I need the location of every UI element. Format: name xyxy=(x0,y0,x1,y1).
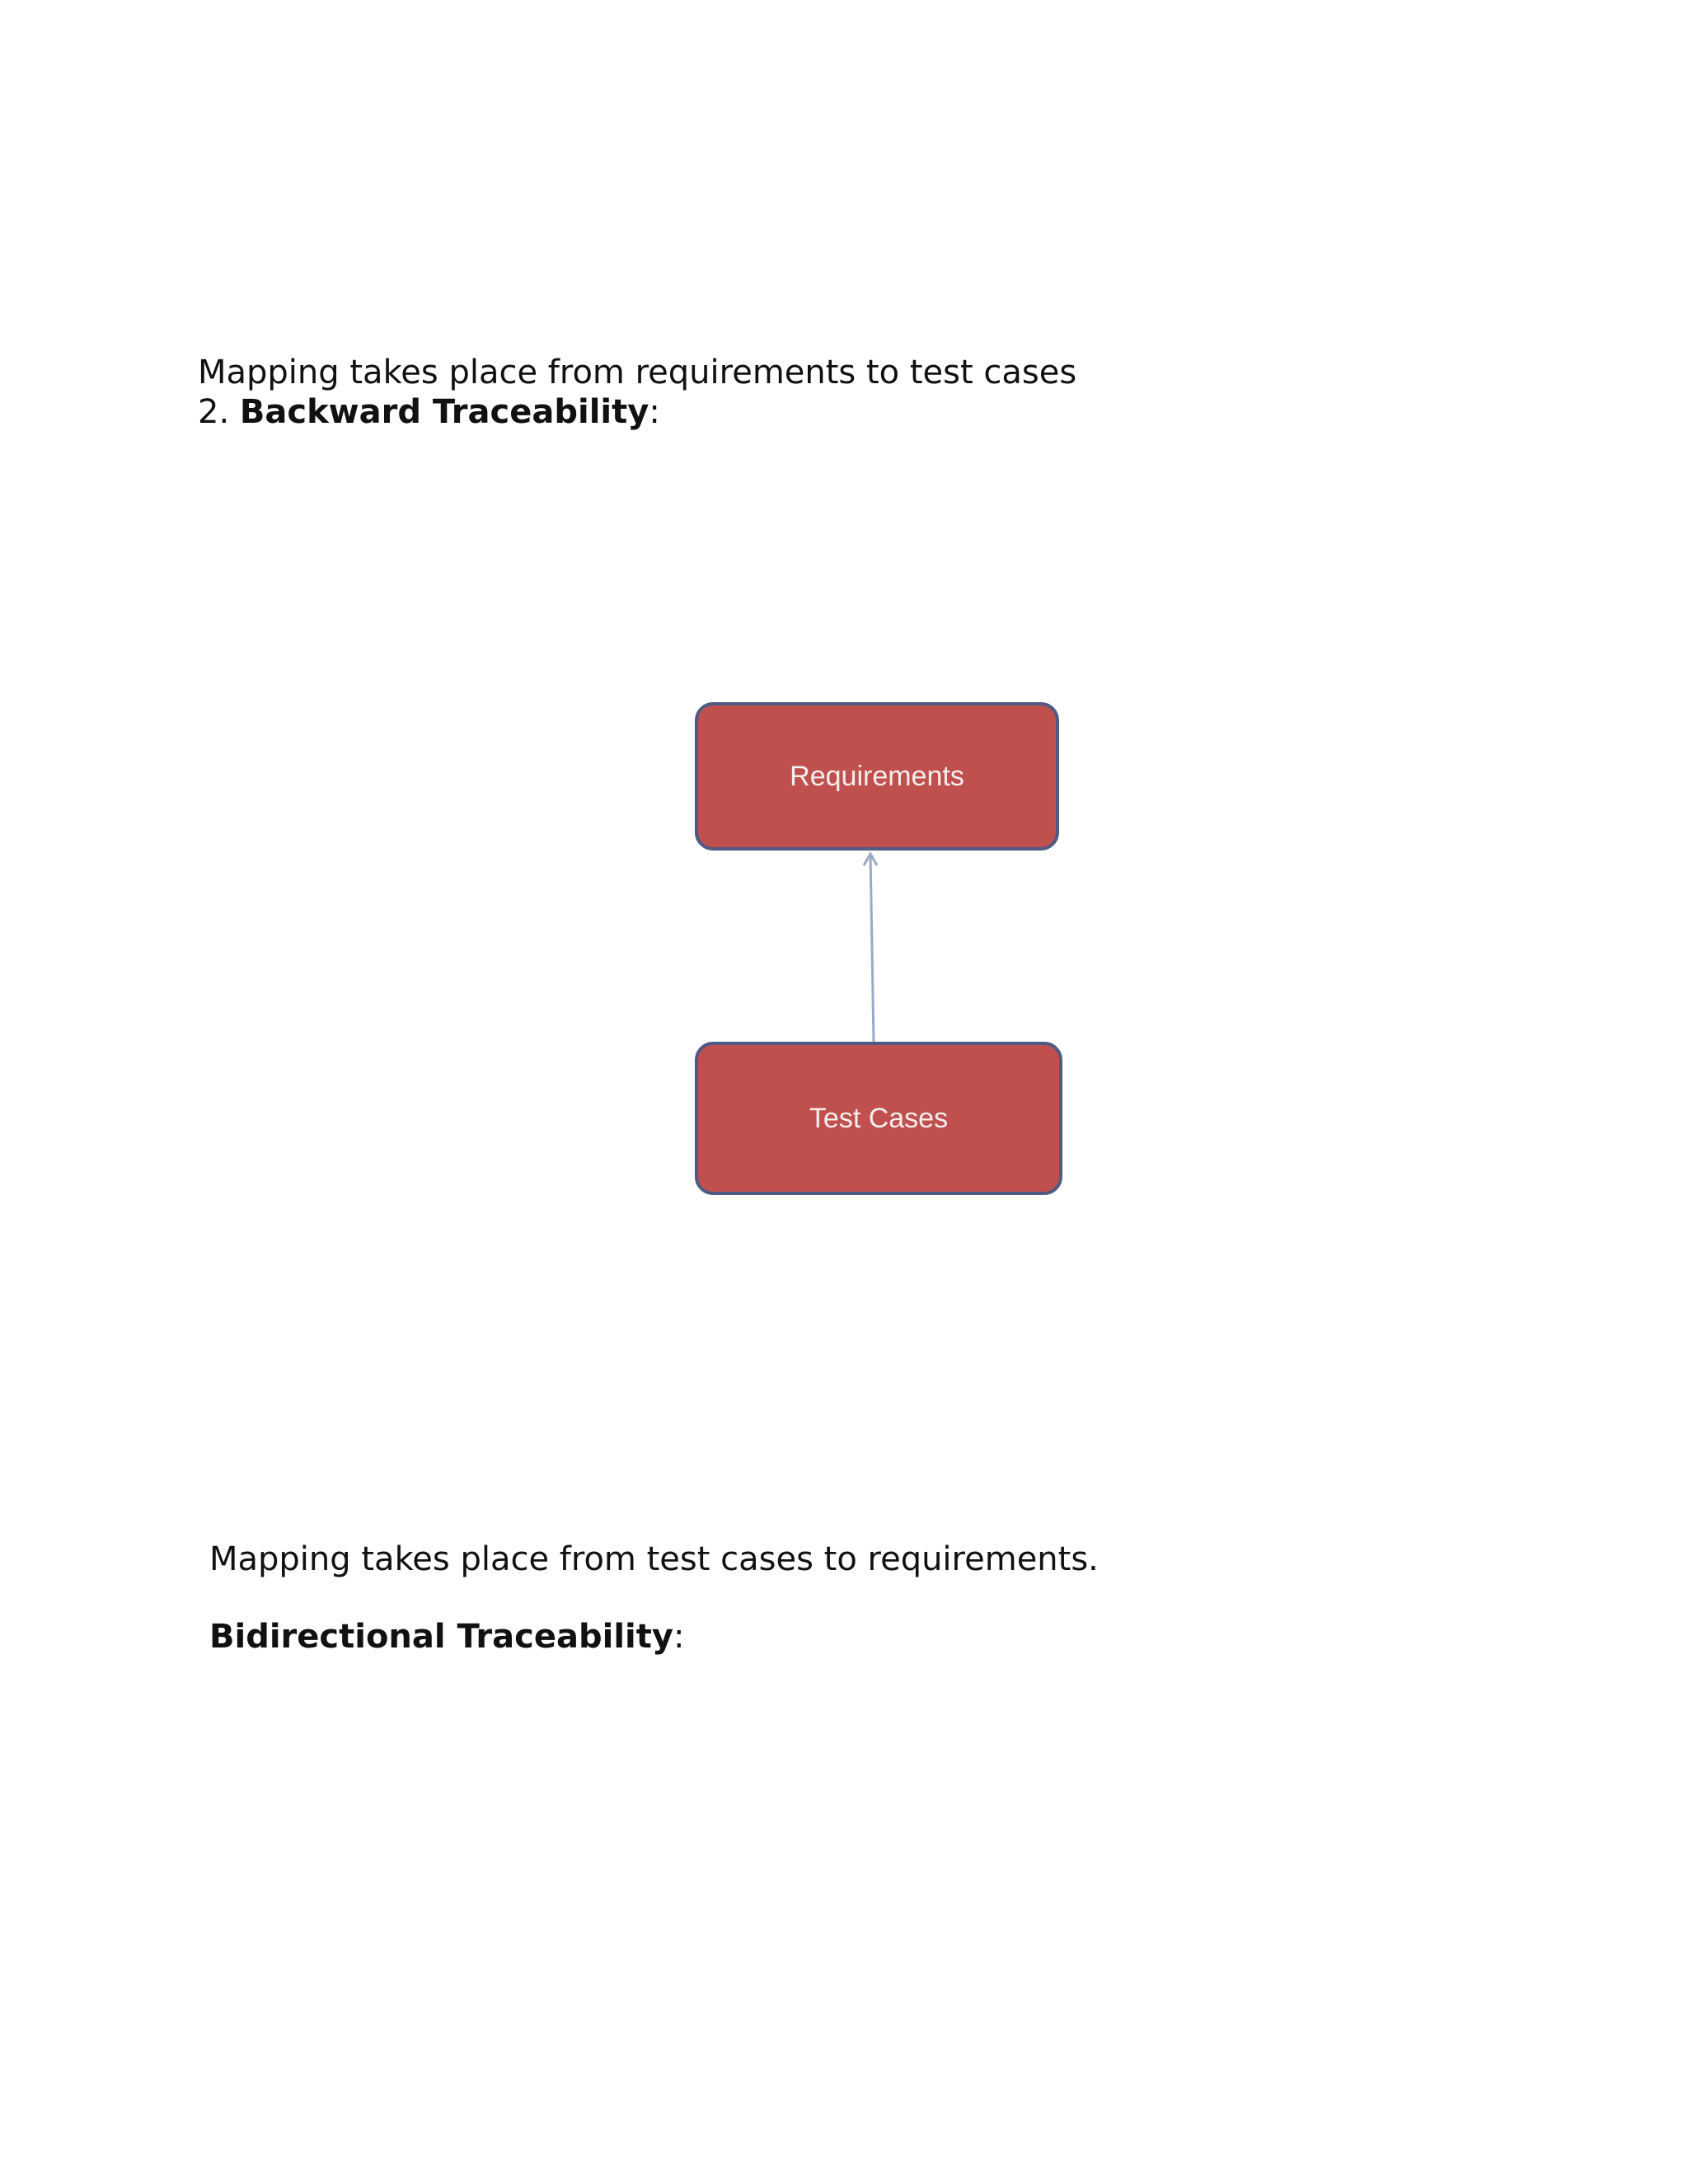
heading-colon: : xyxy=(649,393,660,431)
bidirectional-heading-text: Bidirectional Traceability xyxy=(209,1618,673,1656)
test-cases-node xyxy=(695,1042,1062,1195)
test-cases-node-label: Test Cases xyxy=(809,1102,949,1134)
backward-caption-text: Mapping takes place from test cases to requirements. xyxy=(209,1540,1099,1578)
requirements-node-label: Requirements xyxy=(790,760,964,792)
forward-traceability-caption xyxy=(198,353,1076,392)
backward-heading-text: Backward Traceability xyxy=(239,393,649,431)
arrow-line xyxy=(870,854,874,1042)
backward-traceability-diagram xyxy=(684,692,1080,1220)
list-number: 2. xyxy=(198,393,240,431)
requirements-node xyxy=(695,702,1059,851)
backward-traceability-caption xyxy=(209,1540,1099,1579)
forward-caption-text: Mapping takes place from requirements to test cases xyxy=(198,354,1077,391)
bidirectional-traceability-heading xyxy=(209,1617,684,1657)
heading-colon: : xyxy=(673,1618,685,1656)
backward-traceability-heading xyxy=(198,392,660,432)
